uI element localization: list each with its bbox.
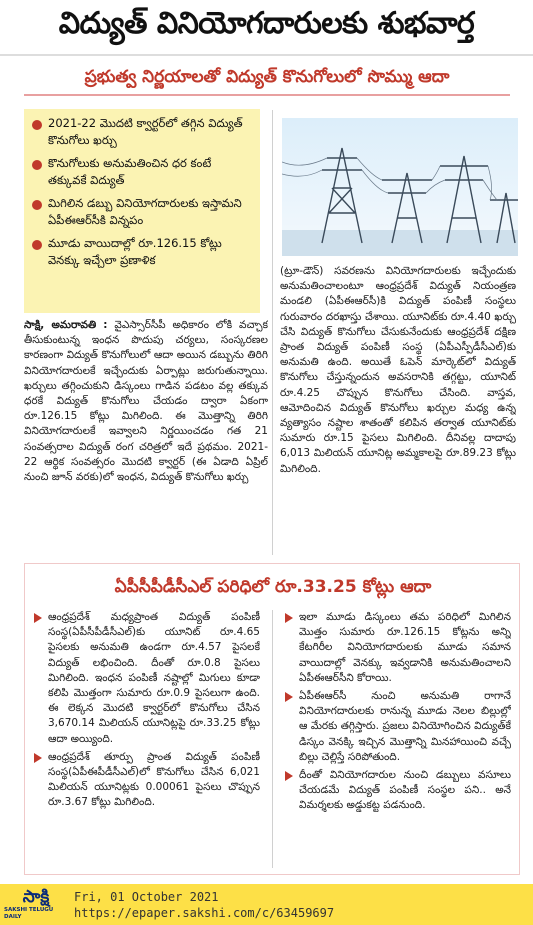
footer-bar: [0, 884, 533, 925]
arrow-icon: [285, 613, 295, 623]
list-item-text: ఏపీఈఆర్‌సీ నుంచి అనుమతి రాగానే వినియోగదారులకు రానున్న మూడు నెలల బిల్లుల్లో ఆ మేరకు తగ్గిస్తారు. ప్రజలు వినియోగించిన విద్యుత్‌కే డిస్కం వెనక్కి ఇచ్చిన మొత్తాన్ని మినహాయించి వచ్చే బిల్లు చెల్లిస్తే సరిపోతుంది.: [299, 690, 511, 763]
bullet-icon: [32, 120, 42, 130]
publish-date: Fri, 01 October 2021: [74, 889, 219, 904]
list-item-text: ఆంధ్రప్రదేశ్ మధ్యప్రాంత విద్యుత్ పంపిణీ సంస్థ(ఏపీసీపీడీసీఎల్)కు యూనిట్ రూ.4.65 పైసలకు అనుమతి ఉండగా రూ.4.57 పైసలకే విద్యుత్ లభించింది. దీంతో రూ.0.8 పైసలు మిగిలింది. ఇంధన పంపిణీ నష్టాల్లో మిగులు కూడా కలిపి మొత్తంగా సుమారు రూ.0.9 పైసలుగా ఉంది. ఈ లెక్కన మొదటి క్వార్టర్‌లో కొనుగోలు చేసిన 3,670.14 మిలియన్ యూనిట్లపై రూ.33.25 కోట్లు ఆదా అయ్యింది.: [48, 611, 260, 745]
arrow-icon: [285, 771, 295, 781]
highlights-box: [24, 109, 260, 313]
list-item: [34, 610, 260, 747]
arrow-icon: [34, 753, 44, 763]
list-item: [285, 610, 511, 686]
highlight-text: మిగిలిన డబ్బు వినియోగదారులకు ఇస్తామని ఏపీఈఆర్‌సీకి విన్నపం: [48, 196, 242, 227]
article-column-left: [24, 318, 268, 550]
subheadline: ప్రభుత్వ నిర్ణయాలతో విద్యుత్ కొనుగోలులో సొమ్ము ఆదా: [24, 64, 510, 96]
power-tower-illustration: [282, 118, 518, 256]
dateline: సాక్షి, అమరావతి :: [24, 319, 108, 331]
sakshi-logo[interactable]: [4, 884, 68, 925]
logo-tagline: SAKSHI TELUGU DAILY: [4, 907, 54, 920]
highlight-item: [32, 235, 252, 269]
source-link[interactable]: https://epaper.sakshi.com/c/63459697: [74, 905, 335, 920]
list-item-text: దీంతో వినియోగదారుల నుంచి డబ్బులు వసూలు చేయడమే విద్యుత్ పంపిణీ సంస్థల పని.. అనే విమర్శలకు అడ్డుకట్ట పడనుంది.: [299, 769, 511, 812]
arrow-icon: [34, 613, 44, 623]
highlight-item: [32, 195, 252, 229]
article-body-left: వైఎస్సార్‌సీపీ అధికారం లోకి వచ్చాక తీసుకుంటున్న ఇంధన పొదుపు చర్యలు, సంస్కరణల కారణంగా విద్యుత్ కొనుగోలులో ఆదా అయిన డబ్బును తిరిగి వినియోగదారులకే ఇచ్చేందుకు ఏర్పాట్లు జరుగుతున్నాయి. ఖర్చులు తగ్గించుకుని డిస్కంలు గాడిన పడటం వల్ల తక్కువ ధరకే విద్యుత్ కొనుగోలు చేయడం ద్వారా ఏకంగా రూ.126.15 కోట్లు మిగిలింది. ఈ మొత్తాన్ని తిరిగి వినియోగదారులకే ఇవ్వాలని నిర్ణయించడం గత 21 సంవత్సరాల విద్యుత్ రంగ చరిత్రలో ఇదే ప్రథమం. 2021-22 ఆర్థిక సంవత్సరం మొదటి క్వార్టర్ (ఈ ఏడాది ఏప్రిల్ నుంచి జూన్ వరకు)లో ఇంధన, విద్యుత్ కొనుగోలు ఖర్చు: [24, 319, 268, 484]
list-item: [34, 750, 260, 811]
column-divider: [272, 110, 273, 555]
highlight-item: [32, 115, 252, 149]
list-item-text: ఆంధ్రప్రదేశ్ తూర్పు ప్రాంత విద్యుత్ పంపిణీ సంస్థ(ఏపీఈపీడీసీఎల్)లో కొనుగోలు చేసిన 6,021 మిలియన్ యూనిట్లకు 0.00061 పైసలు చొప్పున రూ.3.67 కోట్లు మిగిలింది.: [48, 750, 260, 809]
highlight-text: మూడు వాయిదాల్లో రూ.126.15 కోట్లు వెనక్కు ఇచ్చేలా ప్రణాళిక: [48, 236, 222, 267]
footer-meta: [74, 889, 334, 921]
bullet-icon: [32, 160, 42, 170]
headline: విద్యుత్ వినియోగదారులకు శుభవార్త: [0, 0, 533, 56]
logo-text: సాక్షి: [22, 887, 50, 907]
bullet-icon: [32, 240, 42, 250]
section-column-right: [285, 610, 511, 870]
section-divider: [272, 610, 273, 868]
highlight-text: 2021-22 మొదటి క్వార్టర్‌లో తగ్గిన విద్యుత్ కొనుగోలు ఖర్చు: [48, 116, 243, 147]
section-column-left: [34, 610, 260, 870]
highlight-item: [32, 155, 252, 189]
list-item: [285, 689, 511, 765]
section-title: ఏపీసీపీడీసీఎల్ పరిధిలో రూ.33.25 కోట్లు ఆదా: [114, 577, 432, 597]
list-item-text: ఇలా మూడు డిస్కంలు తమ పరిధిలో మిగిలిన మొత్తం సుమారు రూ.126.15 కోట్లను అన్ని కేటగిరీల వినియోగదారులకు మూడు సమాన వాయిదాల్లో వెనక్కు ఇవ్వడానికి అనుమతించాలని ఏపీఈఆర్‌సీని కోరాయి.: [299, 611, 511, 684]
list-item: [285, 768, 511, 814]
bullet-icon: [32, 200, 42, 210]
article-column-right: [280, 264, 516, 554]
transmission-tower-icon: [282, 118, 518, 256]
article-body-right: (ట్రూ-డౌన్) సవరణను వినియోగదారులకు ఇచ్చేందుకు అనుమతించాలంటూ ఆంధ్రప్రదేశ్ విద్యుత్ నియంత్రణ మండలి (ఏపీఈఆర్‌సీ)కి విద్యుత్ పంపిణీ సంస్థలు గురువారం దరఖాస్తు చేశాయి. యూనిట్‌కు రూ.4.40 ఖర్చు చేసి విద్యుత్ కొనుగోలు చేసుకునేందుకు ఆంధ్రప్రదేశ్ దక్షిణ ప్రాంత విద్యుత్ పంపిణీ సంస్థ (ఏపీఎస్పీడీసీఎల్)కు అనుమతి ఉంది. అయితే ఓపెన్ మార్కెట్‌లో విద్యుత్ కొనుగోలు చేస్తున్నందున అవసరానికి తగ్గట్టు, యూనిట్ రూ.4.25 చొప్పున కొనుగోలు చేసింది. వాస్తవ, ఆమోదించిన విద్యుత్ కొనుగోలు ఖర్చుల మధ్య ఉన్న వ్యత్యాసం నష్టాల శాతంతో కలిపిన తర్వాత యూనిట్‌కు సుమారు రూ.15 పైసలు మిగిలింది. దీనివల్ల దాదాపు 6,013 మిలియన్ యూనిట్ల అమ్మకాలపై రూ.89.23 కోట్లు మిగిలింది.: [280, 265, 516, 475]
highlight-text: కొనుగోలుకు అనుమతించిన ధర కంటే తక్కువకే విద్యుత్: [48, 156, 212, 187]
arrow-icon: [285, 692, 295, 702]
